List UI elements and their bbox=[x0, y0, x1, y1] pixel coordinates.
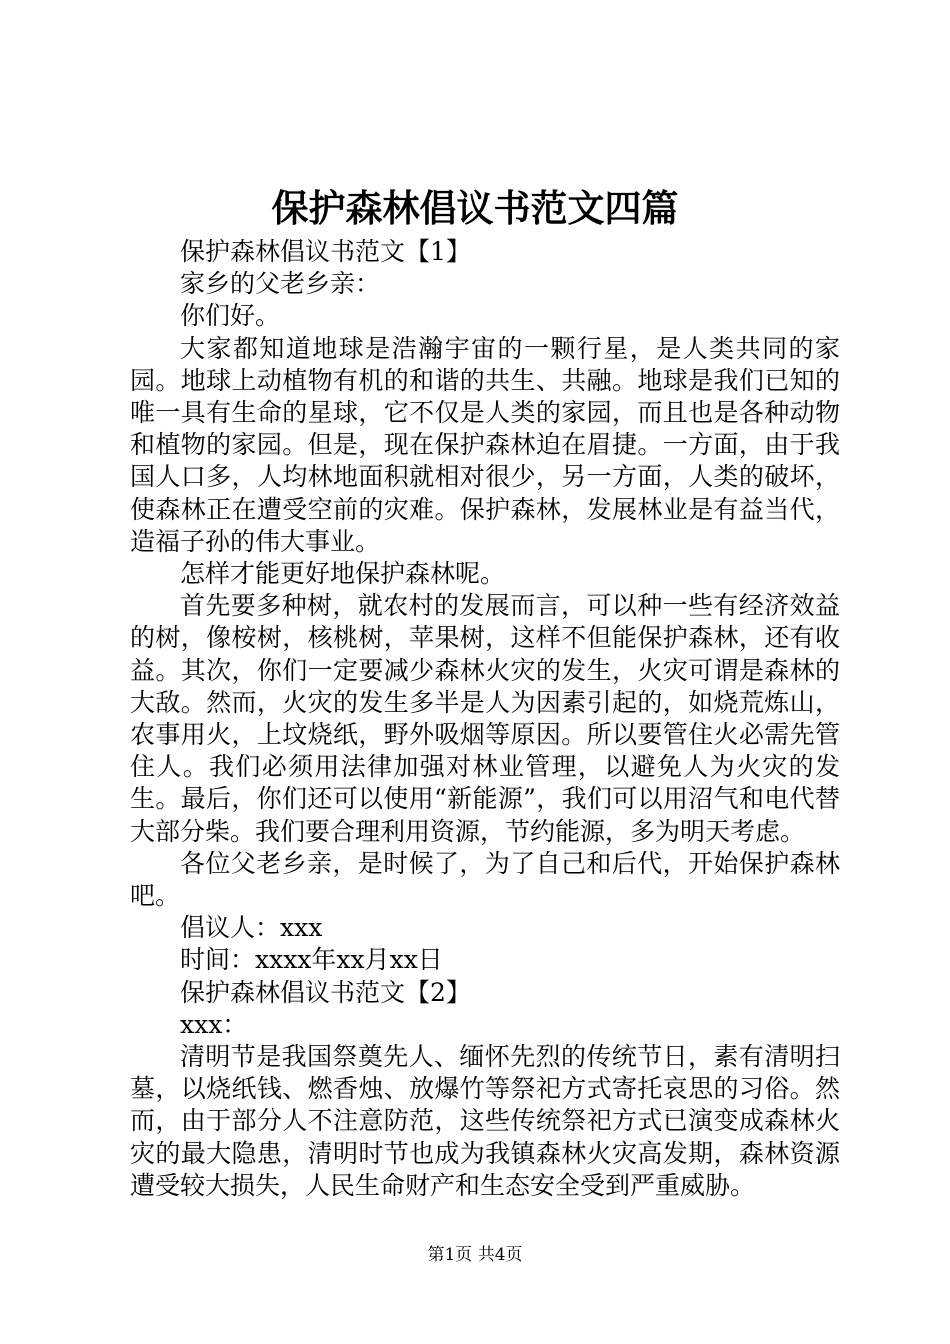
document-body bbox=[130, 236, 840, 1202]
page-footer: 第1页 共4页 bbox=[427, 1245, 523, 1265]
salutation: 家乡的父老乡亲： bbox=[180, 269, 381, 299]
section-heading-1: 保护森林倡议书范文【1】 bbox=[180, 237, 471, 266]
body-paragraph: 首先要多种树，就农村的发展而言，可以种一些有经济效益的树，像桉树，核桃树，苹果树，这样不但能保护森林，还有收益。其次，你们一定要减少森林火灾的发生，火灾可谓是森林的大敌。然而，火灾的发生多半是人为因素引起的，如烧荒炼山，农事用火，上坟烧纸，野外吸烟等原因。所以要管住火必需先管住人。我们必须用法律加强对林业管理，以避免人为火灾的发生。最后，你们还可以使用“新能源”，我们可以用沼气和电代替大部分柴。我们要合理利用资源，节约能源，多为明天考虑。 bbox=[130, 591, 840, 846]
body-paragraph: 清明节是我国祭奠先人、缅怀先烈的传统节日，素有清明扫墓，以烧纸钱、燃香烛、放爆竹等祭祀方式寄托哀思的习俗。然而，由于部分人不注意防范，这些传统祭祀方式已演变成森林火灾的最大隐患，清明时节也成为我镇森林火灾高发期，森林资源遭受较大损失，人民生命财产和生态安全受到严重威胁。 bbox=[130, 1042, 840, 1200]
signature-proposer: 倡议人：xxx bbox=[180, 913, 323, 943]
greeting: 你们好。 bbox=[180, 301, 281, 331]
signature-date: 时间：xxxx年xx月xx日 bbox=[180, 945, 443, 975]
body-paragraph: 各位父老乡亲，是时候了，为了自己和后代，开始保护森林吧。 bbox=[130, 848, 840, 911]
body-paragraph: 大家都知道地球是浩瀚宇宙的一颗行星，是人类共同的家园。地球上动植物有机的和谐的共生、共融。地球是我们已知的唯一具有生命的星球，它不仅是人类的家园，而且也是各种动物和植物的家园。但是，现在保护森林迫在眉捷。一方面，由于我国人口多，人均林地面积就相对很少，另一方面，人类的破坏，使森林正在遭受空前的灾难。保护森林，发展林业是有益当代，造福子孙的伟大事业。 bbox=[130, 333, 840, 556]
document-title: 保护森林倡议书范文四篇 bbox=[271, 186, 679, 230]
section-heading-2: 保护森林倡议书范文【2】 bbox=[180, 977, 471, 1007]
salutation: xxx： bbox=[180, 1009, 248, 1039]
body-paragraph: 怎样才能更好地保护森林呢。 bbox=[180, 559, 506, 589]
